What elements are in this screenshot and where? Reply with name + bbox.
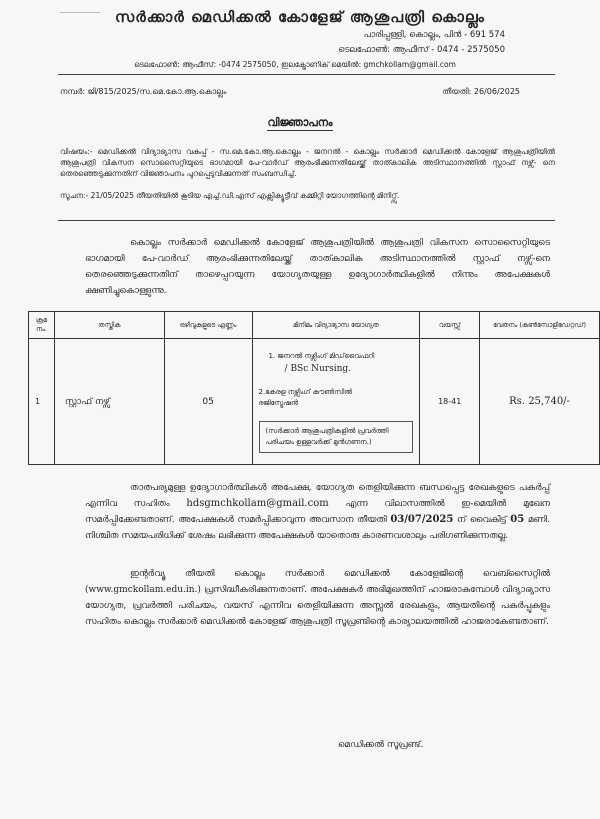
table-row: [29, 339, 600, 465]
deadline-date: 03/07/2025: [390, 514, 454, 525]
table-header-row: [29, 312, 600, 339]
website-link[interactable]: (www.gmckollam.edu.in.): [85, 585, 201, 595]
para2-text-3: ന് വൈകിട്ട്: [456, 515, 507, 525]
cell-age: 18-41: [420, 339, 480, 465]
email-link[interactable]: hdsgmchkollam@gmail.com: [186, 498, 329, 509]
col-qualification: മിനിമം വിദ്യാഭ്യാസ യോഗ്യത: [252, 312, 420, 339]
cell-qualification: [252, 339, 420, 465]
qual-line-2: / BSc Nursing.: [284, 363, 352, 374]
subject-text: വിഷയം:- മെഡിക്കൽ വിദ്യാഭ്യാസ വകുപ്പ് - സ.മെ.കോ.ആ.കൊല്ലം - ജനറൽ - കൊല്ലം സർക്കാർ മെഡിക്കൽ കോളേജ് ആശുപത്രിയിൽ ആശുപത്രി വികസന സൊസൈറ്റിയുടെ ഭാഗമായി പേ-വാർഡ് ആരംഭിക്കുന്നതിലേയ്ക്ക് താത്കാലിക അടിസ്ഥാനത്തിൽ സ്റ്റാഫ് നഴ്സ്- നെ തെരഞ്ഞെടുക്കുന്നതിന് വിജ്ഞാപനം പുറപ്പെടുവിക്കുന്നത് സംബന്ധിച്ച്.: [60, 147, 555, 178]
para2-text-1: താത്പര്യമുള്ള ഉദ്യോഗാർത്ഥികൾ അപേക്ഷ, യോഗ്യത തെളിയിക്കുന്ന ബന്ധപ്പെട്ട രേഖകളുടെ പകർപ്പ് എന്നിവ സഹിതം: [85, 483, 550, 509]
cell-salary: Rs. 25,740/-: [480, 339, 600, 465]
col-salary: വേതനം (കൺസോളിഡേറ്റഡ്): [480, 312, 600, 339]
application-paragraph: [85, 480, 550, 544]
institution-title: സർക്കാർ മെഡിക്കൽ കോളേജ് ആശുപത്രി കൊല്ലം: [115, 8, 485, 26]
cell-sl: 1: [29, 339, 55, 465]
vacancy-table: [28, 311, 600, 465]
interview-paragraph: [85, 566, 550, 630]
para2-text-2: എന്ന വിലാസത്തിൽ ഇ-മെയിൽ മുഖേന സമർപ്പിക്കേണ്ടതാണ്. അപേക്ഷകൾ സമർപ്പിക്കാവുന്ന അവസാന തീയതി: [85, 499, 550, 525]
cell-post: സ്റ്റാഫ് നഴ്സ്: [54, 339, 164, 465]
signature-designation: മെഡിക്കൽ സൂപ്രണ്ട്.: [338, 740, 424, 750]
institution-address: പാരിപ്പള്ളി, കൊല്ലം, പിൻ - 691 574: [363, 30, 505, 40]
intro-paragraph: കൊല്ലം സർക്കാർ മെഡിക്കൽ കോളേജ് ആശുപത്രിയിൽ ആശുപത്രി വികസന സൊസൈറ്റിയുടെ ഭാഗമായി പേ-വാർഡ് ആരംഭിക്കുന്നതിലേയ്ക്ക് താത്കാലിക അടിസ്ഥാനത്തിൽ സ്റ്റാഫ് നഴ്സ്-നെ തെരഞ്ഞെടുക്കുന്നതിന് താഴെപ്പറയുന്ന യോഗ്യതയുള്ള ഉദ്യോഗാർത്ഥികളിൽ നിന്നും അപേക്ഷകൾ ക്ഷണിച്ചുകൊള്ളുന്നു.: [85, 238, 550, 296]
cell-vacancies: 05: [164, 339, 252, 465]
qual-line-4: രജിസ്ട്രേഷൻ: [258, 398, 299, 407]
qual-line-3: 2.കേരള നഴ്സിംഗ് കൗൺസിൽ: [258, 387, 353, 396]
para3-text-1: ഇന്റർവ്യൂ തീയതി കൊല്ലം സർക്കാർ മെഡിക്കൽ കോളേജിന്റെ വെബ്സൈറ്റിൽ: [130, 569, 550, 579]
notice-date: തീയതി: 26/06/2025: [442, 87, 520, 96]
col-sl: ക്രമ നം.: [29, 312, 55, 339]
para3-text-2: പ്രസിദ്ധീകരിക്കുന്നതാണ്. അപേക്ഷകർ അഭിമുഖത്തിന് ഹാജരാകുമ്പോൾ വിദ്യാഭ്യാസ യോഗ്യത, പ്രവർത്തി പരിചയം, വയസ് എന്നിവ തെളിയിക്കുന്ന അസ്സൽ രേഖകളും, ആയതിന്റെ പകർപ്പുകളും സഹിതം കൊല്ലം സർക്കാർ മെഡിക്കൽ കോളേജ് ആശുപത്രി സൂപ്രണ്ടിന്റെ കാര്യാലയത്തിൽ ഹാജരാകേണ്ടതാണ്.: [85, 585, 550, 627]
col-age: വയസ്സ്: [420, 312, 480, 339]
reference-number: നമ്പർ: ജി/815/2025/സ.മെ.കോ.ആ.കൊല്ലം: [60, 87, 227, 96]
para2-text-4: മണി. നിശ്ചിത സമയപരിധിക്ക് ശേഷം ലഭിക്കുന്ന അപേക്ഷകൾ യാതൊരു കാരണവശാലും പരിഗണിക്കുന്നതല്ല.: [85, 515, 550, 541]
deadline-time: 05: [510, 514, 525, 525]
col-post: തസ്തിക: [54, 312, 164, 339]
notice-heading: [0, 116, 600, 130]
header-rule: [58, 74, 555, 75]
notice-heading-text: വിജ്ഞാപനം: [267, 116, 333, 129]
institution-phone: ടെലഫോൺ: ആഫീസ് - 0474 - 2575050: [338, 45, 505, 55]
col-vacancies: ഒഴിവുകളുടെ എണ്ണം: [164, 312, 252, 339]
contact-line: ടെലഫോൺ: ആഫീസ്: -0474 2575050, ഇലക്ട്രോണിക് മെയിൽ: gmchkollam@gmail.com: [134, 60, 456, 69]
qual-preference-note: (സർക്കാർ ആശുപത്രികളിൽ പ്രവർത്തി പരിചയം ഉള്ളവർക്ക് മുൻഗണന.): [259, 421, 414, 453]
qual-line-1: 1. ജനറൽ നഴ്സിംഗ് മിഡ്‌വൈഫറി: [268, 351, 375, 360]
section-rule: [58, 220, 555, 221]
reference-note: സൂചന:- 21/05/2025 തീയതിയിൽ കൂടിയ എച്ച്.ഡി.എസ് എക്സിക്യൂട്ടീവ് കമ്മിറ്റി യോഗത്തിന്റെ മിനിറ്റ്സ്.: [60, 191, 400, 200]
